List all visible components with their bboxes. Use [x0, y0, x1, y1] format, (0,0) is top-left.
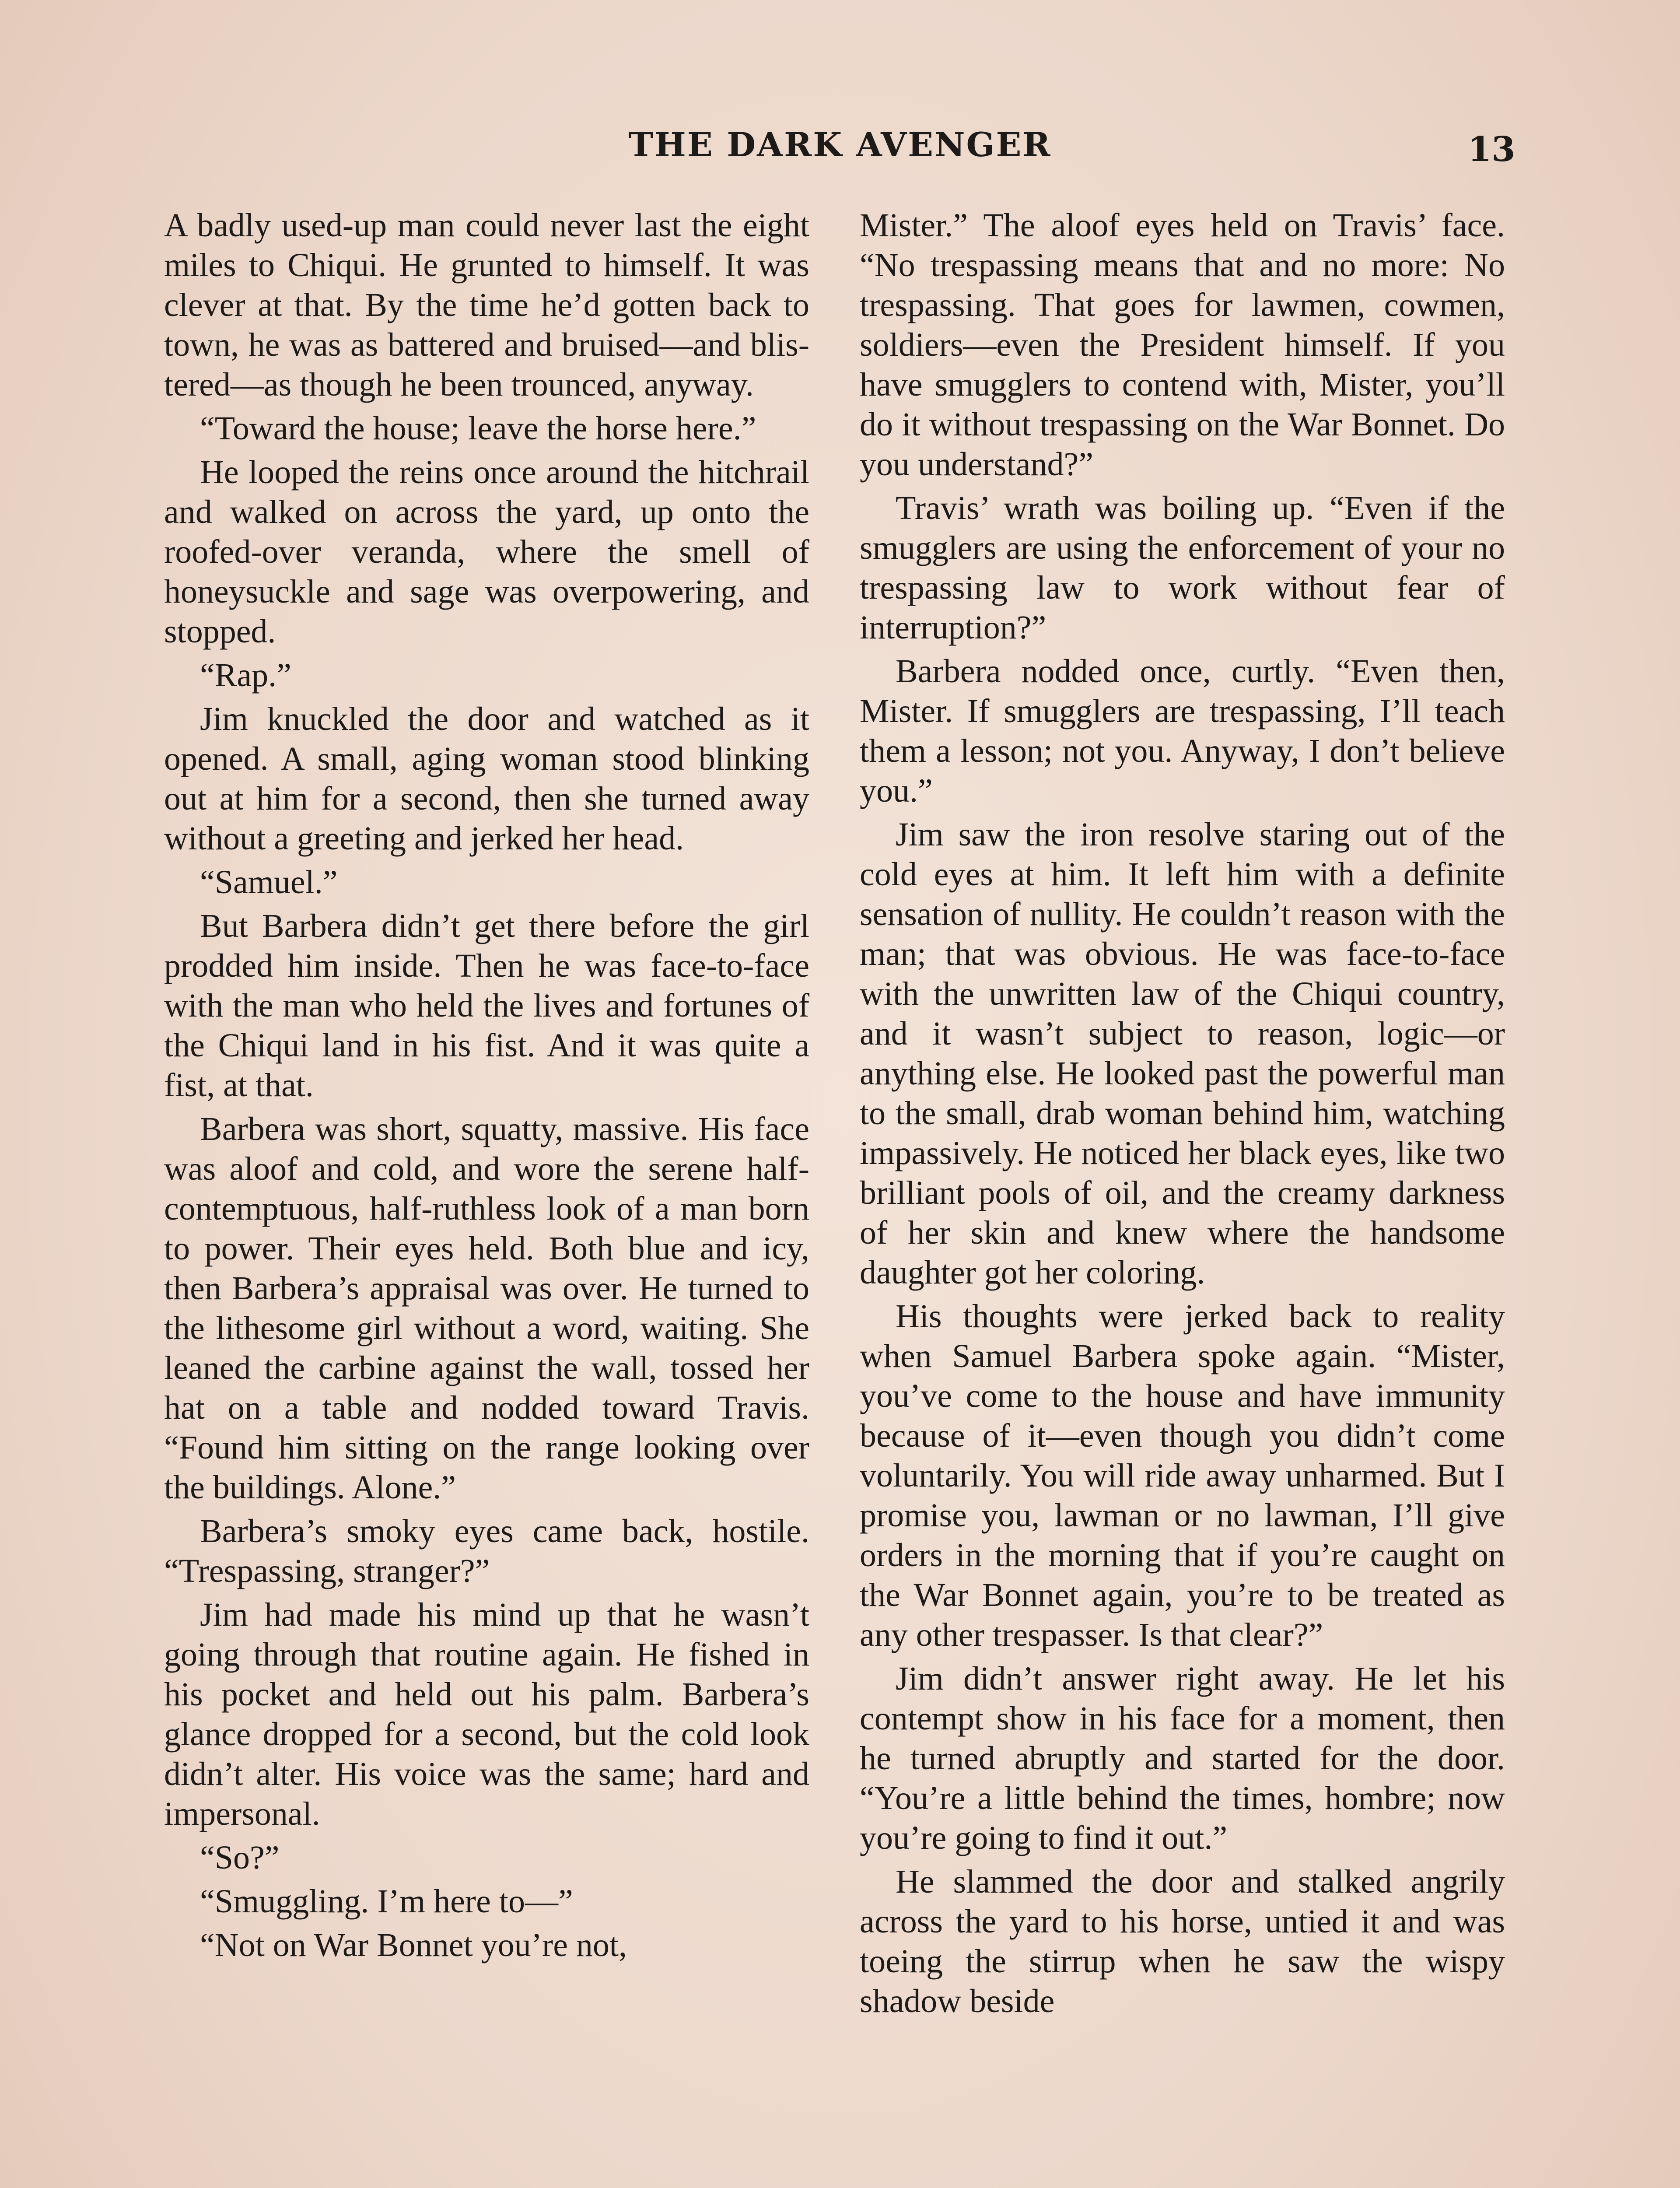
paragraph: Barbera nodded once, curtly. “Even then, Mister. If smugglers are trespassing, I’ll teach them a lesson; not you. Anyway, I don’t believe you.” [860, 653, 1505, 809]
paragraph: Jim saw the iron resolve staring out of the cold eyes at him. It left him with a definite sensation of nullity. He couldn’t reason with the man; that was obvious. He was face-to-face with the unwritten law of the Chiqui country, and it wasn’t subject to reason, logic—or anything else. He looked past the powerful man to the small, drab woman behind him, watching impassively. He noticed her black eyes, like two brilliant pools of oil, and the creamy darkness of her skin and knew where the handsome daughter got her coloring. [860, 816, 1505, 1291]
page-number: 13 [1468, 130, 1516, 169]
paragraph: A badly used-up man could never last the eight miles to Chiqui. He grunted to himself. It was clever at that. By the time he’d gotten back to town, he was as battered and bruised—and blistered—as though he been trounced, anyway. [164, 207, 809, 403]
paragraph: But Barbera didn’t get there before the girl prodded him inside. Then he was face-to-face with the man who held the lives and fortunes of the Chiqui land in his fist. And it was quite a fist, at that. [164, 908, 809, 1104]
paragraph: He slammed the door and stalked angrily across the yard to his horse, untied it and was toeing the stirrup when he saw the wispy shadow beside [860, 1863, 1505, 2020]
paragraph: Mister.” The aloof eyes held on Travis’ face. “No trespassing means that and no more: No trespassing. That goes for lawmen, cowmen, soldiers—even the President himself. If you have smugglers to contend with, Mister, you’ll do it without trespassing on the War Bonnet. Do you understand?” [860, 207, 1505, 483]
right-text-column [860, 206, 1505, 2025]
paragraph: “Samuel.” [200, 864, 338, 901]
paragraph: “Not on War Bonnet you’re not, [200, 1927, 627, 1964]
paragraph: Barbera’s smoky eyes came back, hostile. “Trespassing, stranger?” [164, 1513, 809, 1589]
paragraph: Jim had made his mind up that he wasn’t going through that routine again. He fished in his pocket and held out his palm. Barbera’s glance dropped for a second, but the cold look didn’t alter. His voice was the same; hard and impersonal. [164, 1596, 809, 1832]
paragraph: His thoughts were jerked back to reality when Samuel Barbera spoke again. “Mister, you’ve come to the house and have immunity because of it—even though you didn’t come voluntarily. You will ride away unharmed. But I promise you, lawman or no lawman, I’ll give orders in the morning that if you’re caught on the War Bonnet again, you’re to be treated as any other trespasser. Is that clear?” [860, 1298, 1505, 1653]
running-header-title: THE DARK AVENGER [628, 125, 1052, 164]
paragraph: Jim didn’t answer right away. He let his contempt show in his face for a moment, then he turned abruptly and started for the door. “You’re a little behind the times, hombre; now you’re going to find it out.” [860, 1660, 1505, 1856]
left-text-column [164, 206, 809, 1969]
paragraph: “So?” [200, 1839, 280, 1876]
paragraph: “Toward the house; leave the horse here.” [200, 410, 756, 447]
paragraph: “Rap.” [200, 657, 291, 694]
paragraph: Travis’ wrath was boiling up. “Even if the smugglers are using the enforcement of your no trespassing law to work without fear of interruption?” [860, 490, 1505, 646]
paragraph: “Smuggling. I’m here to—” [200, 1883, 573, 1920]
paragraph: Barbera was short, squatty, massive. His face was aloof and cold, and wore the serene half-contemptuous, half-ruthless look of a man born to power. Their eyes held. Both blue and icy, then Barbera’s appraisal was over. He turned to the lithesome girl without a word, waiting. She leaned the carbine against the wall, tossed her hat on a table and nodded toward Travis. “Found him sitting on the range looking over the buildings. Alone.” [164, 1111, 809, 1506]
paragraph: He looped the reins once around the hitchrail and walked on across the yard, up onto the roofed-over veranda, where the smell of honeysuckle and sage was overpowering, and stopped. [164, 454, 809, 650]
paragraph: Jim knuckled the door and watched as it opened. A small, aging woman stood blinking out at him for a second, then she turned away without a greeting and jerked her head. [164, 701, 809, 857]
